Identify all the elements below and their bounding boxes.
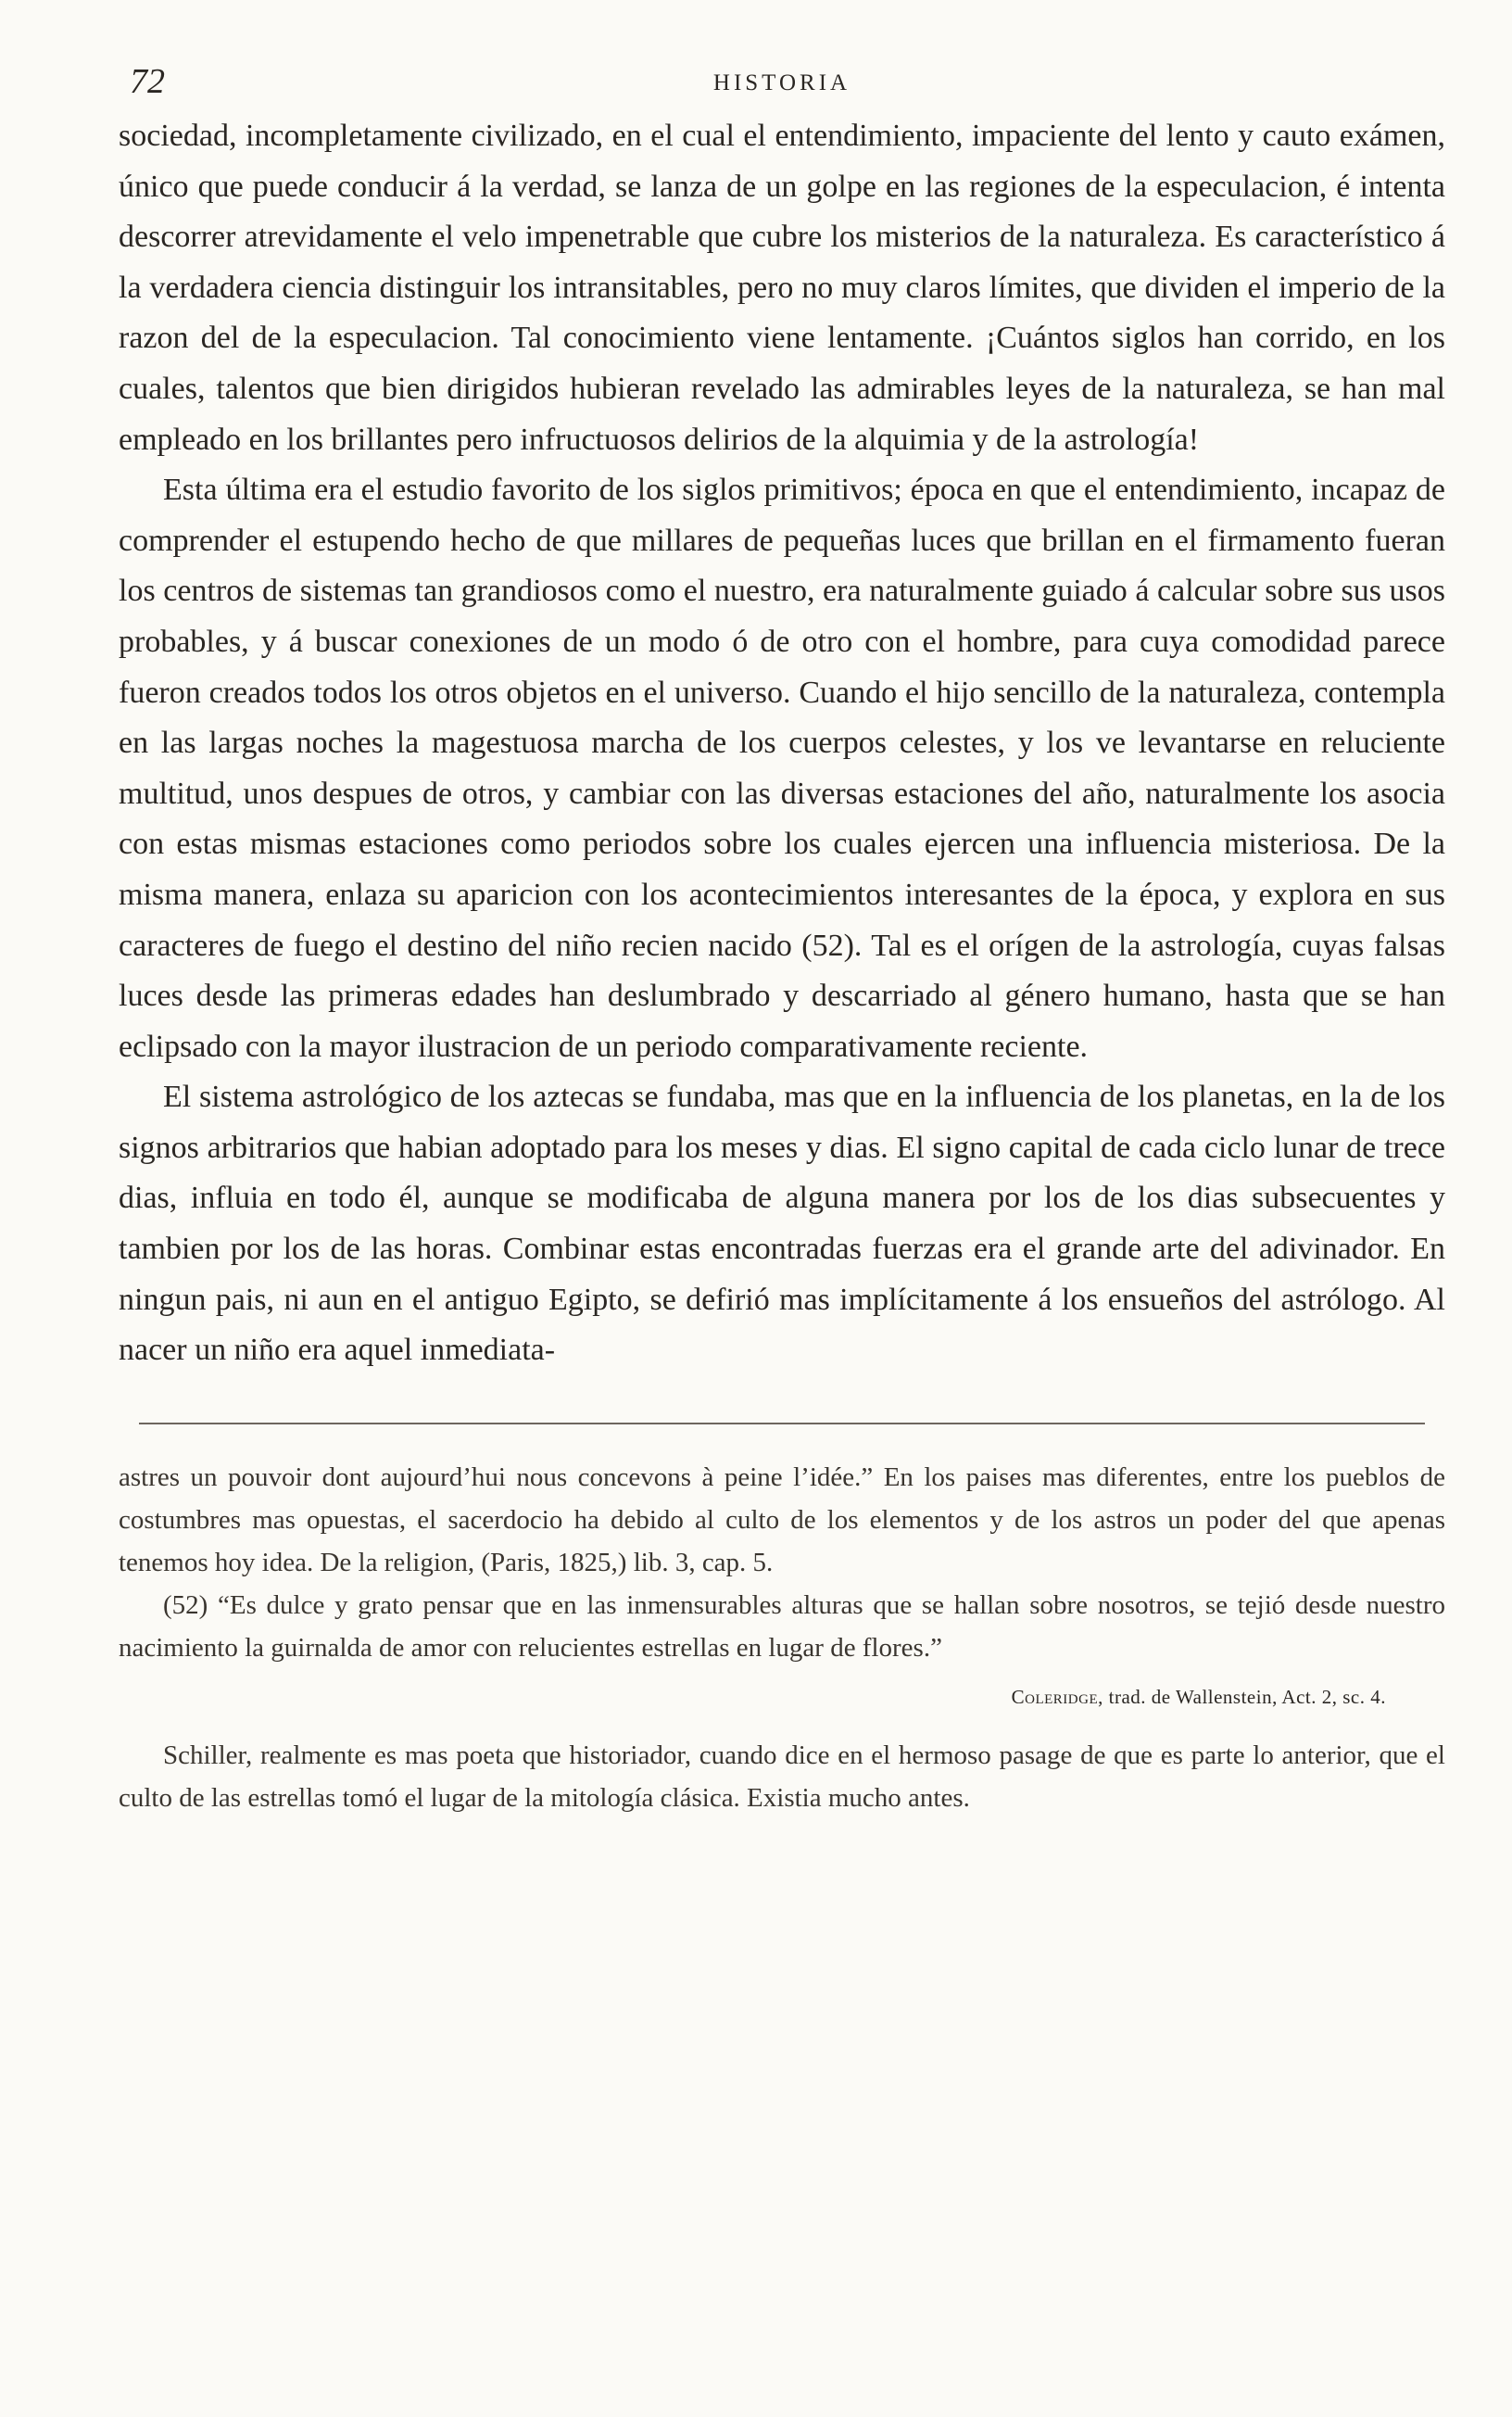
- paragraph-3: El sistema astrológico de los aztecas se fundaba, mas que en la influencia de los planetas, en la de los signos arbitrarios que habian adoptado para los meses y dias. El signo capital de cada ciclo lunar de trece dias, influia en todo él, aunque se modificaba de alguna manera por los de los dias subsecuentes y tambien por los de las horas. Combinar estas encontradas fuerzas era el grande arte del adivinador. En ningun pais, ni aun en el antiguo Egipto, se defirió mas implícitamente á los ensueños del astrólogo. Al nacer un niño era aquel inmediata-: [119, 1080, 1445, 1368]
- book-page: [119, 57, 1445, 1819]
- footnote-divider: [139, 1423, 1425, 1424]
- attribution-author: Coleridge: [1011, 1685, 1099, 1708]
- footnote-schiller: Schiller, realmente es mas poeta que historiador, cuando dice en el hermoso pasage de que es parte lo anterior, que el culto de las estrellas tomó el lugar de la mitología clásica. Existia mucho antes.: [119, 1740, 1445, 1813]
- footnote-continuation: astres un pouvoir dont aujourd’hui nous concevons à peine l’idée.” En los paises mas diferentes, entre los pueblos de costumbres mas opuestas, el sacerdocio ha debido al culto de los elementos y de los astros un poder del que apenas tenemos hoy idea. De la religion, (Paris, 1825,) lib. 3, cap. 5.: [119, 1462, 1445, 1577]
- footnote-attribution: [119, 1677, 1386, 1717]
- paragraph-1: sociedad, incompletamente civilizado, en el cual el entendimiento, impaciente del lento y cauto exámen, único que puede conducir á la verdad, se lanza de un golpe en las regiones de la especulacion, é intenta descorrer atrevidamente el velo impenetrable que cubre los misterios de la naturaleza. Es característico á la verdadera ciencia distinguir los intransitables, pero no muy claros límites, que dividen el imperio de la razon del de la especulacion. Tal conocimiento viene lentamente. ¡Cuántos siglos han corrido, en los cuales, talentos que bien dirigidos hubieran revelado las admirables leyes de la naturaleza, se han mal empleado en los brillantes pero infructuosos delirios de la alquimia y de la astrología!: [119, 119, 1445, 457]
- page-header: [119, 57, 1445, 106]
- footnotes: [119, 1456, 1445, 1819]
- attribution-source: , trad. de Wallenstein, Act. 2, sc. 4.: [1098, 1685, 1386, 1708]
- main-text: [119, 111, 1445, 1376]
- running-head: HISTORIA: [712, 70, 851, 95]
- footnote-52: (52) “Es dulce y grato pensar que en las inmensurables alturas que se hallan sobre nosotros, se tejió desde nuestro nacimiento la guirnalda de amor con relucientes estrellas en lugar de flores.”: [119, 1589, 1445, 1663]
- page-number: 72: [130, 62, 165, 101]
- paragraph-2: Esta última era el estudio favorito de los siglos primitivos; época en que el entendimiento, incapaz de comprender el estupendo hecho de que millares de pequeñas luces que brillan en el firmamento fueran los centros de sistemas tan grandiosos como el nuestro, era naturalmente guiado á calcular sobre sus usos probables, y á buscar conexiones de un modo ó de otro con el hombre, para cuya comodidad parece fueron creados todos los otros objetos en el universo. Cuando el hijo sencillo de la naturaleza, contempla en las largas noches la magestuosa marcha de los cuerpos celestes, y los ve levantarse en reluciente multitud, unos despues de otros, y cambiar con las diversas estaciones del año, naturalmente los asocia con estas mismas estaciones como periodos sobre los cuales ejercen una influencia misteriosa. De la misma manera, enlaza su aparicion con los acontecimientos interesantes de la época, y explora en sus caracteres de fuego el destino del niño recien nacido (52). Tal es el orígen de la astrología, cuyas falsas luces desde las primeras edades han deslumbrado y descarriado al género humano, hasta que se han eclipsado con la mayor ilustracion de un periodo comparativamente reciente.: [119, 473, 1445, 1064]
